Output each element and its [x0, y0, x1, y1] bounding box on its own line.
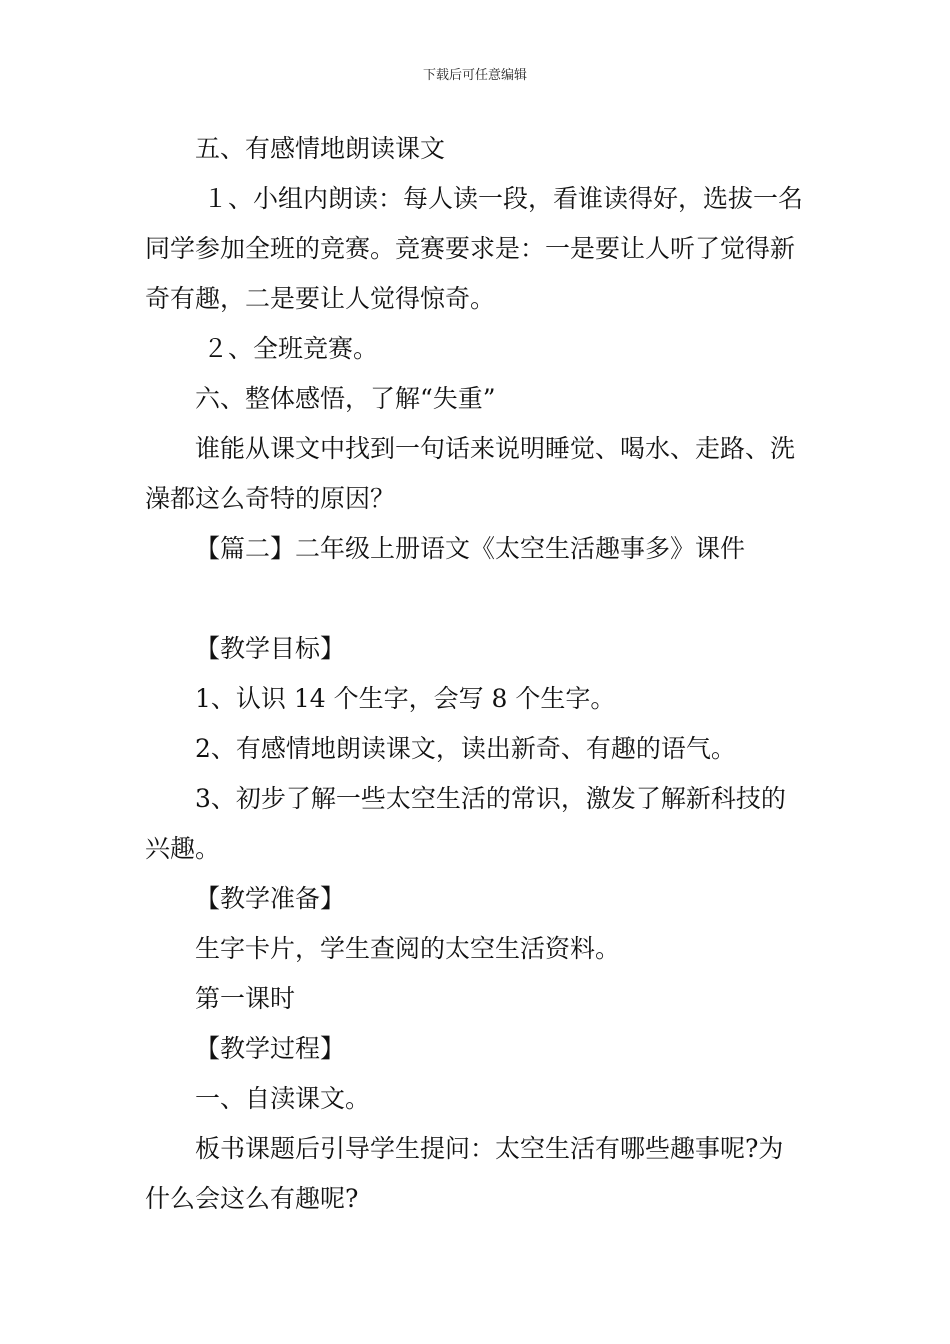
section-heading-6: 六、整体感悟，了解“失重”: [195, 384, 496, 413]
document-body: [145, 124, 807, 1224]
process-paragraph: 板书课题后引导学生提问：太空生活有哪些趣事呢?为什么会这么有趣呢?: [145, 1134, 784, 1213]
blank-line: [145, 574, 807, 624]
page-header: 下载后可任意编辑: [422, 68, 527, 83]
paragraph-group-reading: １、小组内朗读：每人读一段，看谁读得好，选拔一名同学参加全班的竞赛。竞赛要求是：一是要让人听了觉得新奇有趣，二是要让人觉得惊奇。: [145, 184, 804, 313]
paragraph-class-contest: ２、全班竞赛。: [203, 334, 379, 363]
heading-teaching-goals: 【教学目标】: [195, 634, 346, 663]
lesson-label: 第一课时: [195, 984, 296, 1013]
heading-teaching-prep: 【教学准备】: [195, 884, 346, 913]
section-heading-5: 五、有感情地朗读课文: [195, 134, 446, 163]
goal-item-2: 2、有感情地朗读课文，读出新奇、有趣的语气。: [195, 734, 736, 763]
heading-teaching-process: 【教学过程】: [195, 1034, 346, 1063]
paragraph-question: 谁能从课文中找到一句话来说明睡觉、喝水、走路、洗澡都这么奇特的原因？: [145, 434, 796, 513]
goal-item-3: 3、初步了解一些太空生活的常识，激发了解新科技的兴趣。: [145, 784, 786, 863]
goal-item-1: 1、认识 14 个生字，会写 8 个生字。: [195, 684, 616, 713]
process-step-1: 一、自渎课文。: [195, 1084, 371, 1113]
chapter-title: 【篇二】二年级上册语文《太空生活趣事多》课件: [195, 534, 746, 563]
prep-text: 生字卡片，学生查阅的太空生活资料。: [195, 934, 621, 963]
